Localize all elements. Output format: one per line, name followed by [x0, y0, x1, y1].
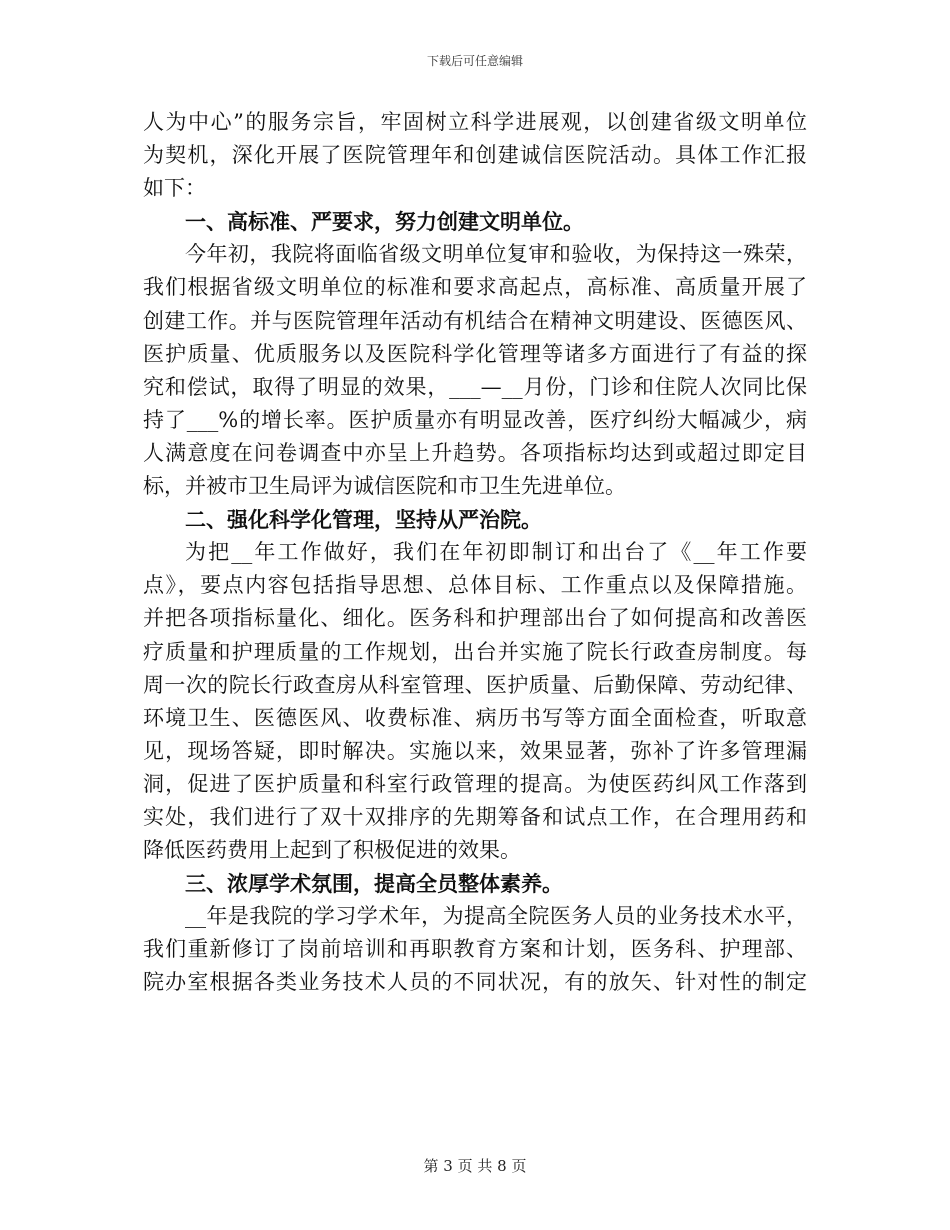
paragraph-line: 如下： — [143, 176, 206, 201]
document-body — [143, 106, 807, 1000]
paragraph-line: 创建工作。并与医院管理年活动有机结合在精神文明建设、医德医风、 — [143, 308, 807, 333]
paragraph-line: 洞，促进了医护质量和科室行政管理的提高。为使医药纠风工作落到 — [143, 771, 807, 796]
section-heading: 二、强化科学化管理，坚持从严治院。 — [185, 507, 542, 533]
page-footer: 第 3 页 共 8 页 — [423, 1157, 527, 1175]
paragraph-line: 标，并被市卫生局评为诚信医院和市卫生先进单位。 — [143, 474, 626, 499]
page-header: 下载后可任意编辑 — [426, 54, 523, 68]
paragraph-line: 院办室根据各类业务技术人员的不同状况，有的放矢、针对性的制定 — [143, 970, 807, 995]
paragraph-line: 为契机，深化开展了医院管理年和创建诚信医院活动。具体工作汇报 — [143, 143, 807, 168]
paragraph-line: 降低医药费用上起到了积极促进的效果。 — [143, 838, 521, 863]
paragraph-line: 我们重新修订了岗前培训和再职教育方案和计划，医务科、护理部、 — [143, 937, 807, 962]
paragraph-line: 环境卫生、医德医风、收费标准、病历书写等方面全面检查，听取意 — [143, 705, 807, 730]
paragraph-line: __年是我院的学习学术年，为提高全院医务人员的业务技术水平， — [185, 904, 807, 929]
paragraph-line: 究和偿试，取得了明显的效果，___—__月份，门诊和住院人次同比保 — [143, 374, 807, 399]
paragraph-line: 周一次的院长行政查房从科室管理、医护质量、后勤保障、劳动纪律、 — [143, 672, 807, 697]
section-heading: 一、高标准、严要求，努力创建文明单位。 — [185, 209, 584, 235]
paragraph-line: 人满意度在问卷调查中亦呈上升趋势。各项指标均达到或超过即定目 — [143, 440, 807, 465]
paragraph-line: 疗质量和护理质量的工作规划，出台并实施了院长行政查房制度。每 — [143, 639, 807, 664]
paragraph-line: 人为中心”的服务宗旨，牢固树立科学进展观，以创建省级文明单位 — [143, 110, 807, 134]
paragraph-line: 为把__年工作做好，我们在年初即制订和出台了《__年工作要 — [185, 540, 807, 565]
paragraph-line: 医护质量、优质服务以及医院科学化管理等诸多方面进行了有益的探 — [143, 341, 807, 366]
paragraph-line: 点》，要点内容包括指导思想、总体目标、工作重点以及保障措施。 — [143, 573, 807, 598]
paragraph-line: 我们根据省级文明单位的标准和要求高起点，高标准、高质量开展了 — [143, 275, 807, 300]
paragraph-line: 今年初，我院将面临省级文明单位复审和验收，为保持这一殊荣， — [185, 242, 807, 267]
paragraph-line: 并把各项指标量化、细化。医务科和护理部出台了如何提高和改善医 — [143, 606, 807, 631]
section-heading: 三、浓厚学术氛围，提高全员整体素养。 — [185, 871, 563, 897]
paragraph-line: 持了___%的增长率。医护质量亦有明显改善，医疗纠纷大幅减少，病 — [143, 407, 807, 432]
paragraph-line: 见，现场答疑，即时解决。实施以来，效果显著，弥补了许多管理漏 — [143, 738, 807, 763]
paragraph-line: 实处，我们进行了双十双排序的先期筹备和试点工作，在合理用药和 — [143, 804, 807, 829]
